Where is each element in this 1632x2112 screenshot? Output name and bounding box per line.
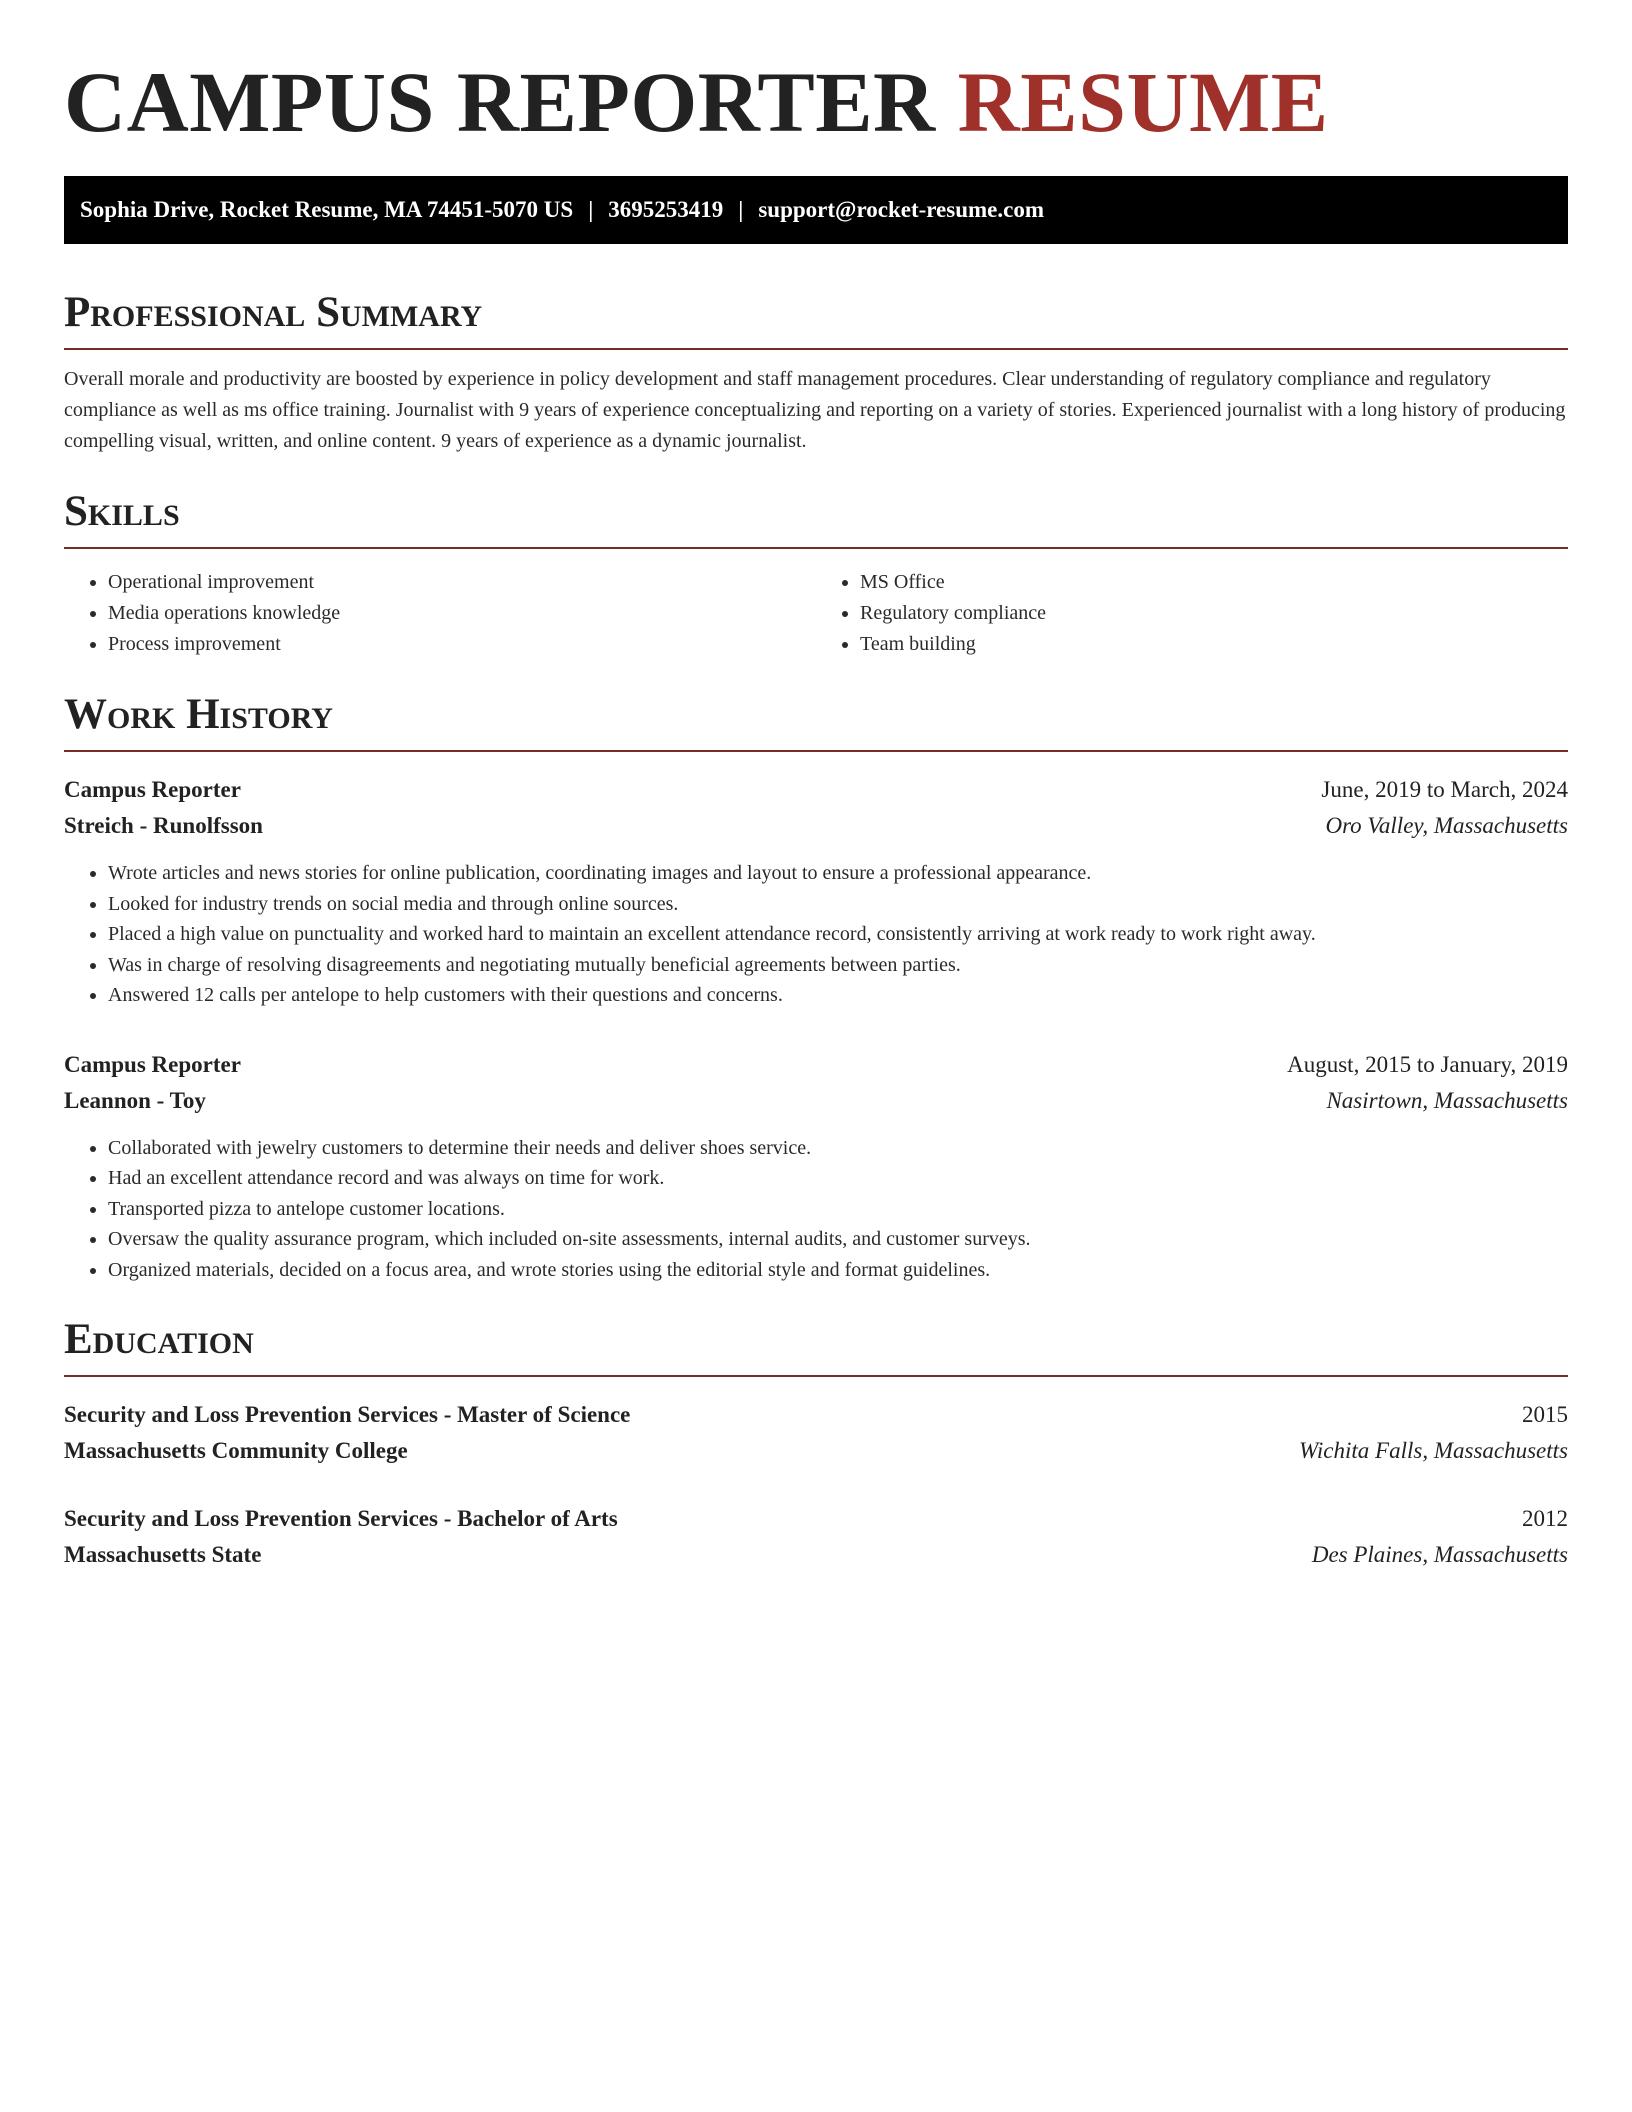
job-entry — [64, 1047, 1568, 1286]
job-bullets — [64, 1133, 1568, 1286]
education-entry — [64, 1397, 1568, 1469]
job-company: Leannon - Toy — [64, 1087, 206, 1113]
job-bullet: • Collaborated with jewelry customers to determine their needs and deliver shoes service. — [108, 1133, 1568, 1164]
skills-heading: Skills — [64, 487, 1568, 549]
job-dates: August, 2015 to January, 2019 — [1287, 1051, 1568, 1077]
job-location: Nasirtown, Massachusetts — [1326, 1087, 1568, 1113]
job-company-row — [64, 1083, 1568, 1119]
skill-item: • Media operations knowledge — [108, 598, 816, 629]
job-bullet: • Had an excellent attendance record and was always on time for work. — [108, 1163, 1568, 1194]
job-title: Campus Reporter — [64, 1051, 241, 1077]
summary-heading: Professional Summary — [64, 288, 1568, 350]
contact-phone: 3695253419 — [608, 197, 724, 222]
skill-item: • Operational improvement — [108, 567, 816, 598]
job-bullet: • Looked for industry trends on social media and through online sources. — [108, 889, 1568, 920]
education-degree-row — [64, 1501, 1568, 1537]
education-location: Wichita Falls, Massachusetts — [1299, 1438, 1568, 1463]
job-entry — [64, 772, 1568, 1011]
job-header-row — [64, 772, 1568, 808]
skill-item: • MS Office — [860, 567, 1568, 598]
job-bullet: • Answered 12 calls per antelope to help customers with their questions and concerns. — [108, 980, 1568, 1011]
job-bullet: • Organized materials, decided on a focus area, and wrote stories using the editorial style and format guidelines. — [108, 1255, 1568, 1286]
resume-title — [64, 52, 1568, 152]
education-degree: Security and Loss Prevention Services - Bachelor of Arts — [64, 1506, 618, 1531]
education-degree: Security and Loss Prevention Services - Master of Science — [64, 1402, 631, 1427]
skill-item: • Team building — [860, 629, 1568, 660]
job-company-row — [64, 808, 1568, 844]
skills-section — [64, 487, 1568, 660]
skills-list-right — [816, 567, 1568, 660]
education-entry — [64, 1501, 1568, 1573]
education-year: 2012 — [1522, 1506, 1568, 1531]
work-history-heading: Work History — [64, 690, 1568, 752]
skill-item: • Process improvement — [108, 629, 816, 660]
title-accent: RESUME — [957, 54, 1329, 150]
education-school-row — [64, 1537, 1568, 1573]
job-bullet: • Placed a high value on punctuality and worked hard to maintain an excellent attendance record, consistently arriving at work ready to work right away. — [108, 919, 1568, 950]
job-dates: June, 2019 to March, 2024 — [1321, 777, 1568, 802]
job-bullet: • Transported pizza to antelope customer locations. — [108, 1194, 1568, 1225]
education-school: Massachusetts State — [64, 1542, 262, 1567]
skill-item: • Regulatory compliance — [860, 598, 1568, 629]
summary-section — [64, 288, 1568, 457]
job-header-row — [64, 1047, 1568, 1083]
job-bullet: • Was in charge of resolving disagreements and negotiating mutually beneficial agreements between parties. — [108, 950, 1568, 981]
contact-email[interactable]: support@rocket-resume.com — [758, 197, 1044, 222]
summary-text: Overall morale and productivity are boosted by experience in policy development and staff management procedures. Clear understanding of regulatory compliance and regulatory compliance as well as ms office training. Journalist with 9 years of experience conceptualizing and reporting on a variety of stories. Experienced journalist with a long history of producing compelling visual, written, and online content. 9 years of experience as a dynamic journalist. — [64, 368, 1566, 452]
contact-address: Sophia Drive, Rocket Resume, MA 74451-5070 US — [80, 197, 574, 222]
skills-list-left — [64, 567, 816, 660]
education-school: Massachusetts Community College — [64, 1438, 408, 1463]
contact-separator: | — [738, 197, 744, 222]
job-company: Streich - Runolfsson — [64, 813, 263, 838]
job-location: Oro Valley, Massachusetts — [1325, 813, 1568, 838]
education-section — [64, 1315, 1568, 1573]
education-location: Des Plaines, Massachusetts — [1311, 1542, 1568, 1567]
education-school-row — [64, 1433, 1568, 1469]
skills-columns — [64, 567, 1568, 660]
education-degree-row — [64, 1397, 1568, 1433]
education-heading: Education — [64, 1315, 1568, 1377]
job-bullet: • Wrote articles and news stories for online publication, coordinating images and layout to ensure a professional appearance. — [108, 858, 1568, 889]
education-year: 2015 — [1522, 1402, 1568, 1427]
job-bullets — [64, 858, 1568, 1011]
job-title: Campus Reporter — [64, 777, 241, 802]
contact-separator: | — [588, 197, 594, 222]
title-main: CAMPUS REPORTER — [64, 54, 936, 150]
job-bullet: • Oversaw the quality assurance program, which included on-site assessments, internal audits, and customer surveys. — [108, 1224, 1568, 1255]
contact-bar — [64, 176, 1568, 244]
work-history-section — [64, 690, 1568, 1285]
